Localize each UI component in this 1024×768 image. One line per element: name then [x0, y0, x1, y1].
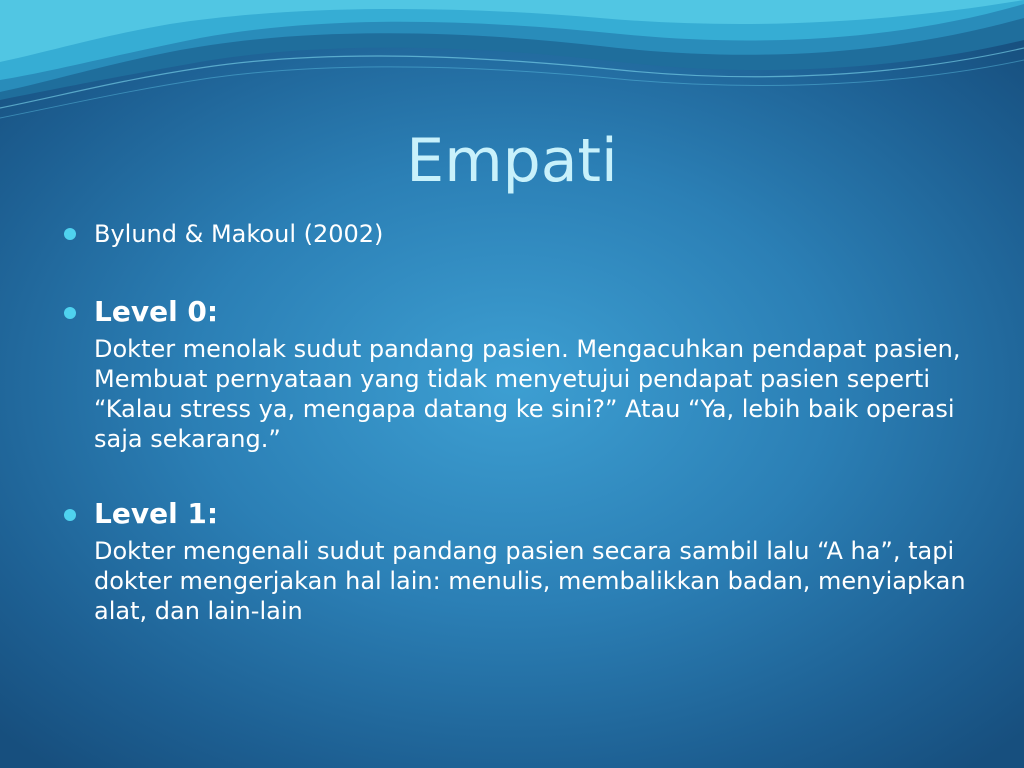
bullet-list: [62, 218, 982, 626]
level-1-description: Dokter mengenali sudut pandang pasien secara sambil lalu “A ha”, tapi dokter mengerjakan hal lain: menulis, membalikkan badan, menyiapkan alat, dan lain-lain: [94, 537, 966, 625]
bullet-dot-icon: [64, 228, 76, 240]
level-0-heading: Level 0:: [94, 295, 219, 328]
reference-text: Bylund & Makoul (2002): [94, 220, 384, 248]
bullet-dot-icon: [64, 307, 76, 319]
list-item-reference: [62, 218, 982, 250]
level-0-description: Dokter menolak sudut pandang pasien. Mengacuhkan pendapat pasien, Membuat pernyataan yang tidak menyetujui pendapat pasien seperti “Kalau stress ya, mengapa datang ke sini?” Atau “Ya, lebih baik operasi saja sekarang.”: [94, 335, 961, 453]
level-1-heading: Level 1:: [94, 497, 219, 530]
decorative-waves: [0, 0, 1024, 130]
list-item-level-1: [62, 496, 982, 626]
list-item-level-0: [62, 294, 982, 454]
slide-title: Empati: [406, 126, 618, 196]
bullet-dot-icon: [64, 509, 76, 521]
